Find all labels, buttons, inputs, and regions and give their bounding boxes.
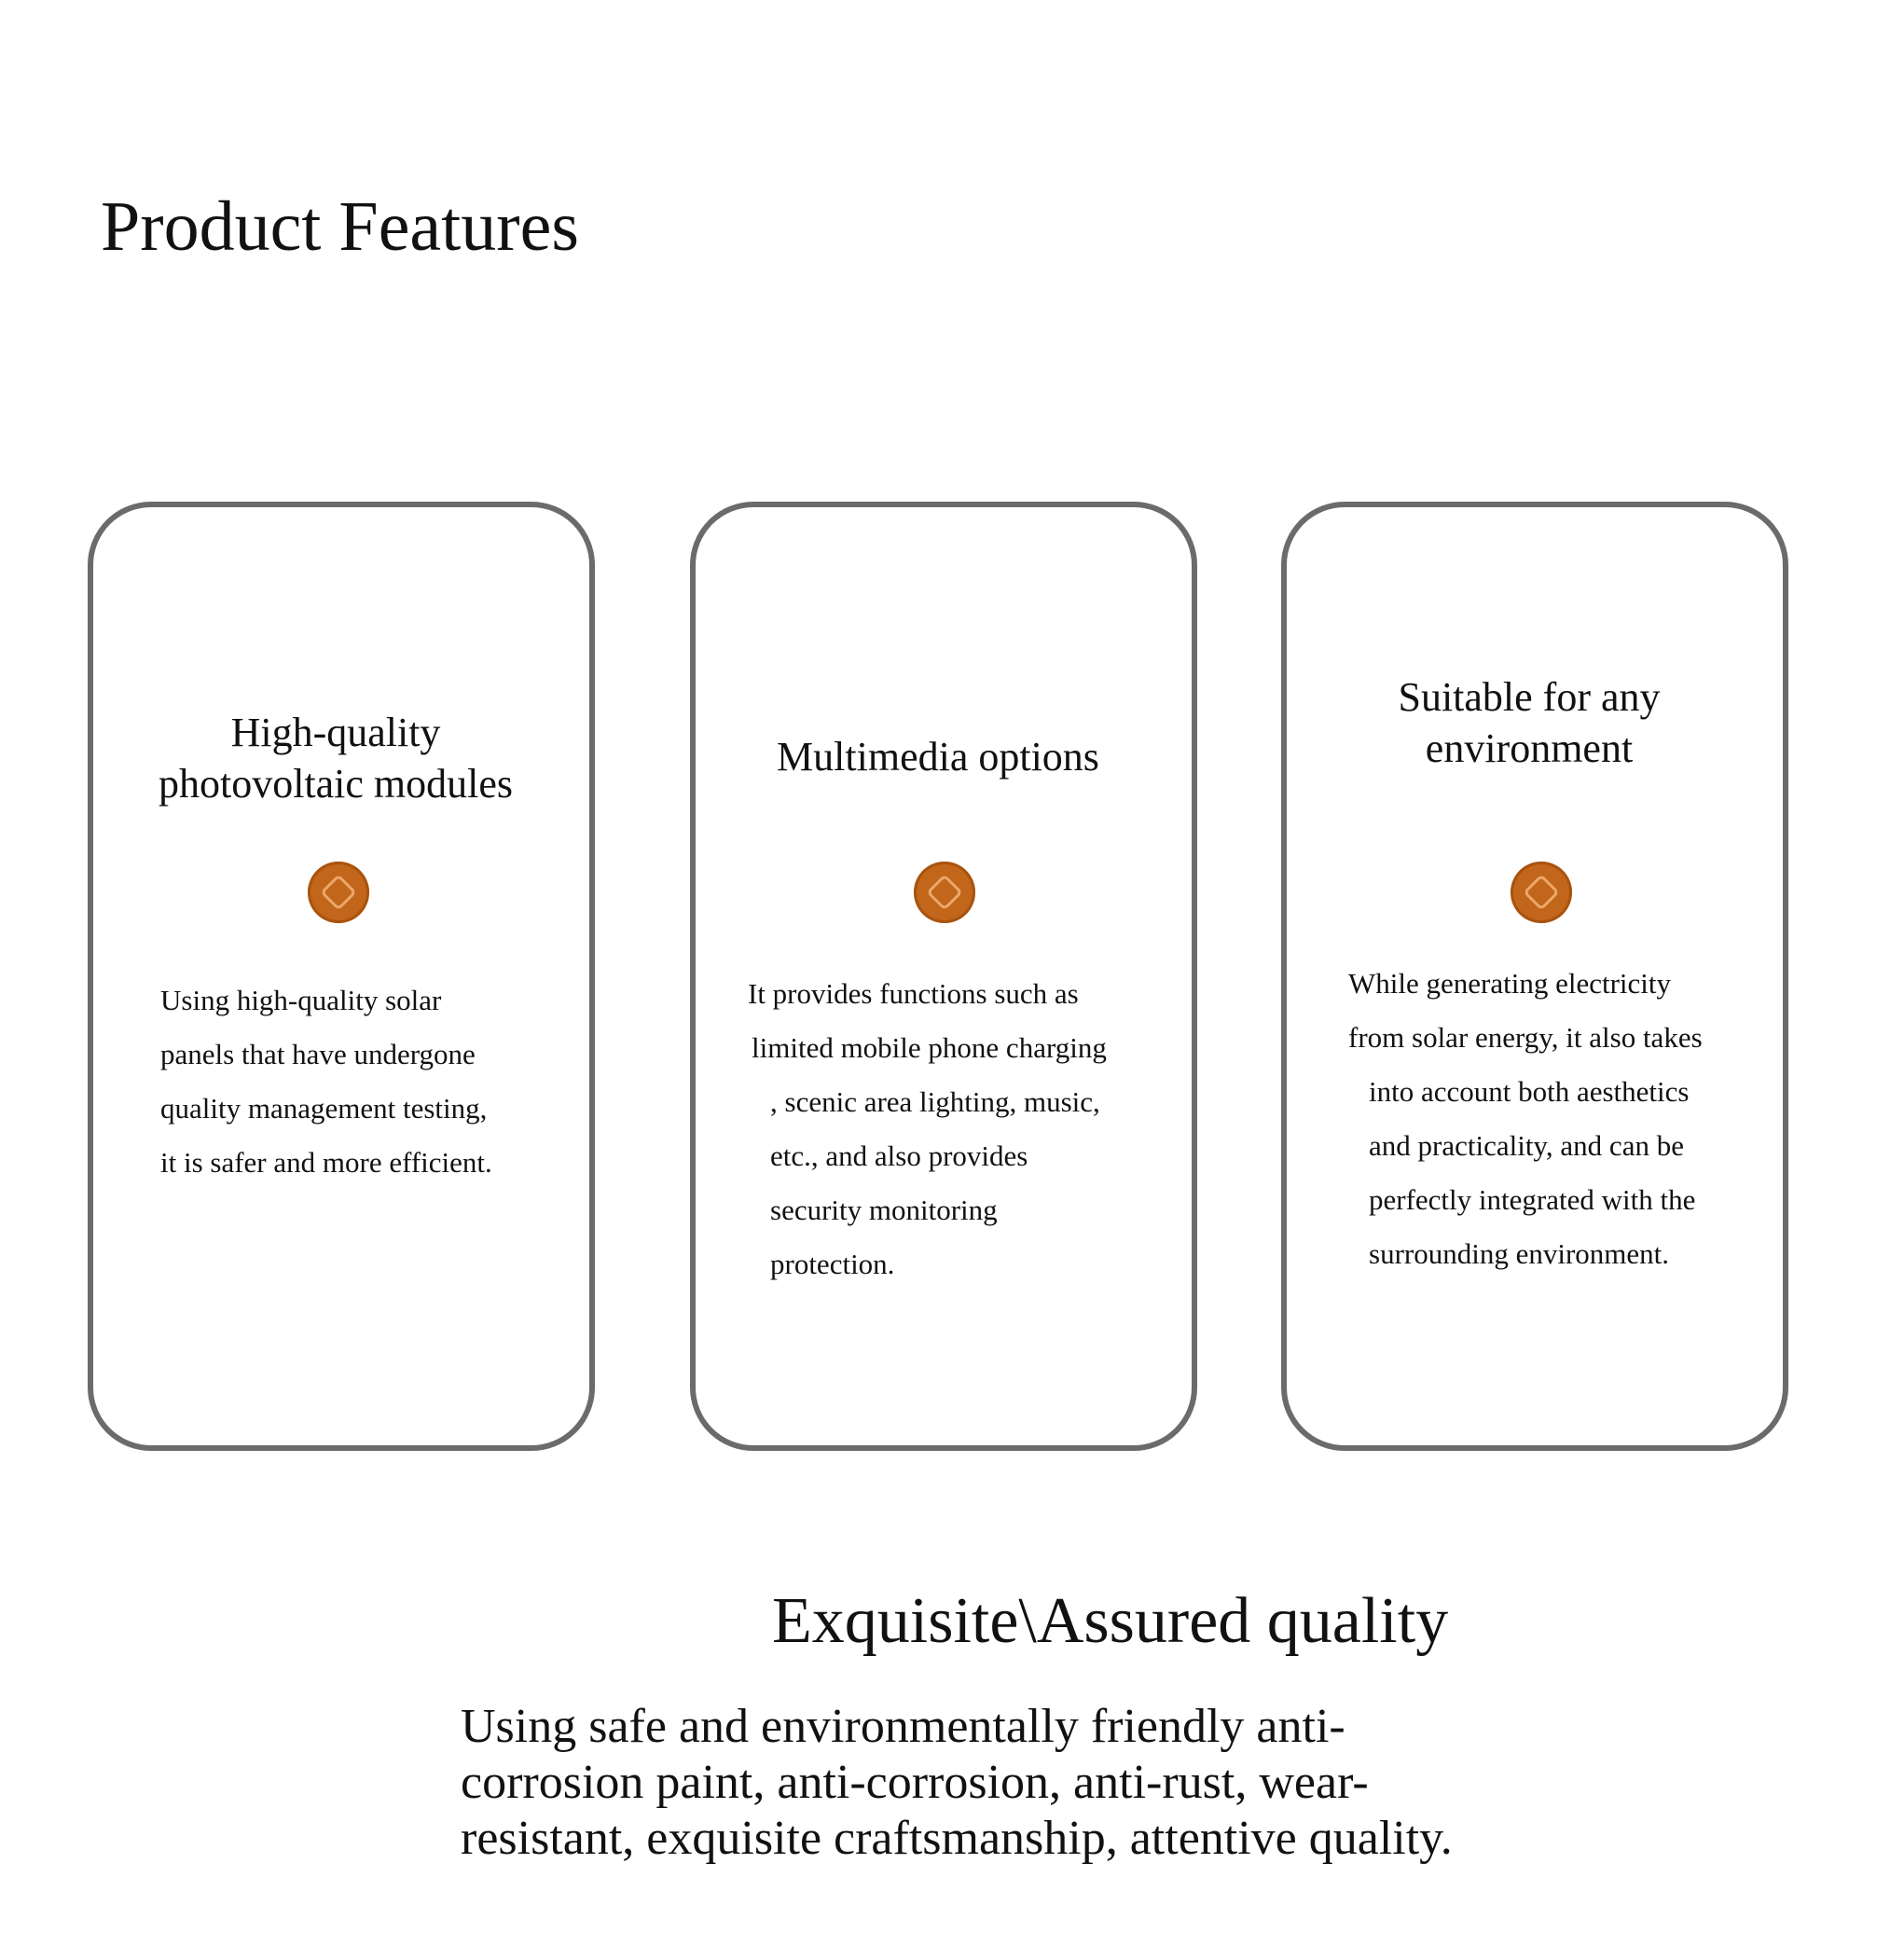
card-title <box>131 707 541 810</box>
card-text-line: While generating electricity <box>1348 967 1671 1000</box>
quality-heading: Exquisite\Assured quality <box>772 1585 1449 1657</box>
card-text-line: It provides functions such as <box>748 977 1079 1010</box>
card-title-line: environment <box>1425 725 1634 772</box>
orange-diamond-dot-icon <box>308 862 369 923</box>
card-description <box>160 973 492 1190</box>
card-title-line: Suitable for any <box>1398 674 1661 720</box>
card-text-line: from solar energy, it also takes <box>1348 1021 1703 1054</box>
card-title-line: Multimedia options <box>777 734 1099 780</box>
card-text-line: protection. <box>770 1248 895 1280</box>
card-description <box>1348 957 1703 1281</box>
card-text-line: panels that have undergone <box>160 1038 476 1070</box>
card-text-line: it is safer and more efficient. <box>160 1146 492 1179</box>
quality-text-line: corrosion paint, anti-corrosion, anti-rust, wear- <box>461 1756 1369 1809</box>
card-text-line: into account both aesthetics <box>1369 1075 1690 1108</box>
card-title-line: photovoltaic modules <box>158 761 514 807</box>
card-title <box>1324 671 1734 775</box>
card-text-line: and practicality, and can be <box>1369 1129 1684 1162</box>
quality-description <box>461 1699 1453 1867</box>
feature-card-multimedia <box>690 502 1197 1451</box>
feature-card-environment <box>1281 502 1788 1451</box>
card-text-line: surrounding environment. <box>1369 1237 1670 1270</box>
card-title <box>733 731 1143 782</box>
feature-card-photovoltaic <box>88 502 595 1451</box>
card-text-line: limited mobile phone charging <box>752 1031 1107 1064</box>
card-description <box>748 967 1107 1291</box>
orange-diamond-dot-icon <box>914 862 975 923</box>
quality-text-line: resistant, exquisite craftsmanship, attentive quality. <box>461 1812 1453 1865</box>
quality-text-line: Using safe and environmentally friendly anti- <box>461 1700 1345 1753</box>
card-title-line: High-quality <box>230 710 441 755</box>
card-text-line: etc., and also provides <box>770 1139 1028 1172</box>
card-text-line: Using high-quality solar <box>160 984 442 1016</box>
card-text-line: security monitoring <box>770 1194 998 1226</box>
card-text-line: , scenic area lighting, music, <box>770 1085 1100 1118</box>
orange-diamond-dot-icon <box>1511 862 1572 923</box>
page-title: Product Features <box>101 187 579 266</box>
card-text-line: perfectly integrated with the <box>1369 1183 1696 1216</box>
card-text-line: quality management testing, <box>160 1092 488 1125</box>
